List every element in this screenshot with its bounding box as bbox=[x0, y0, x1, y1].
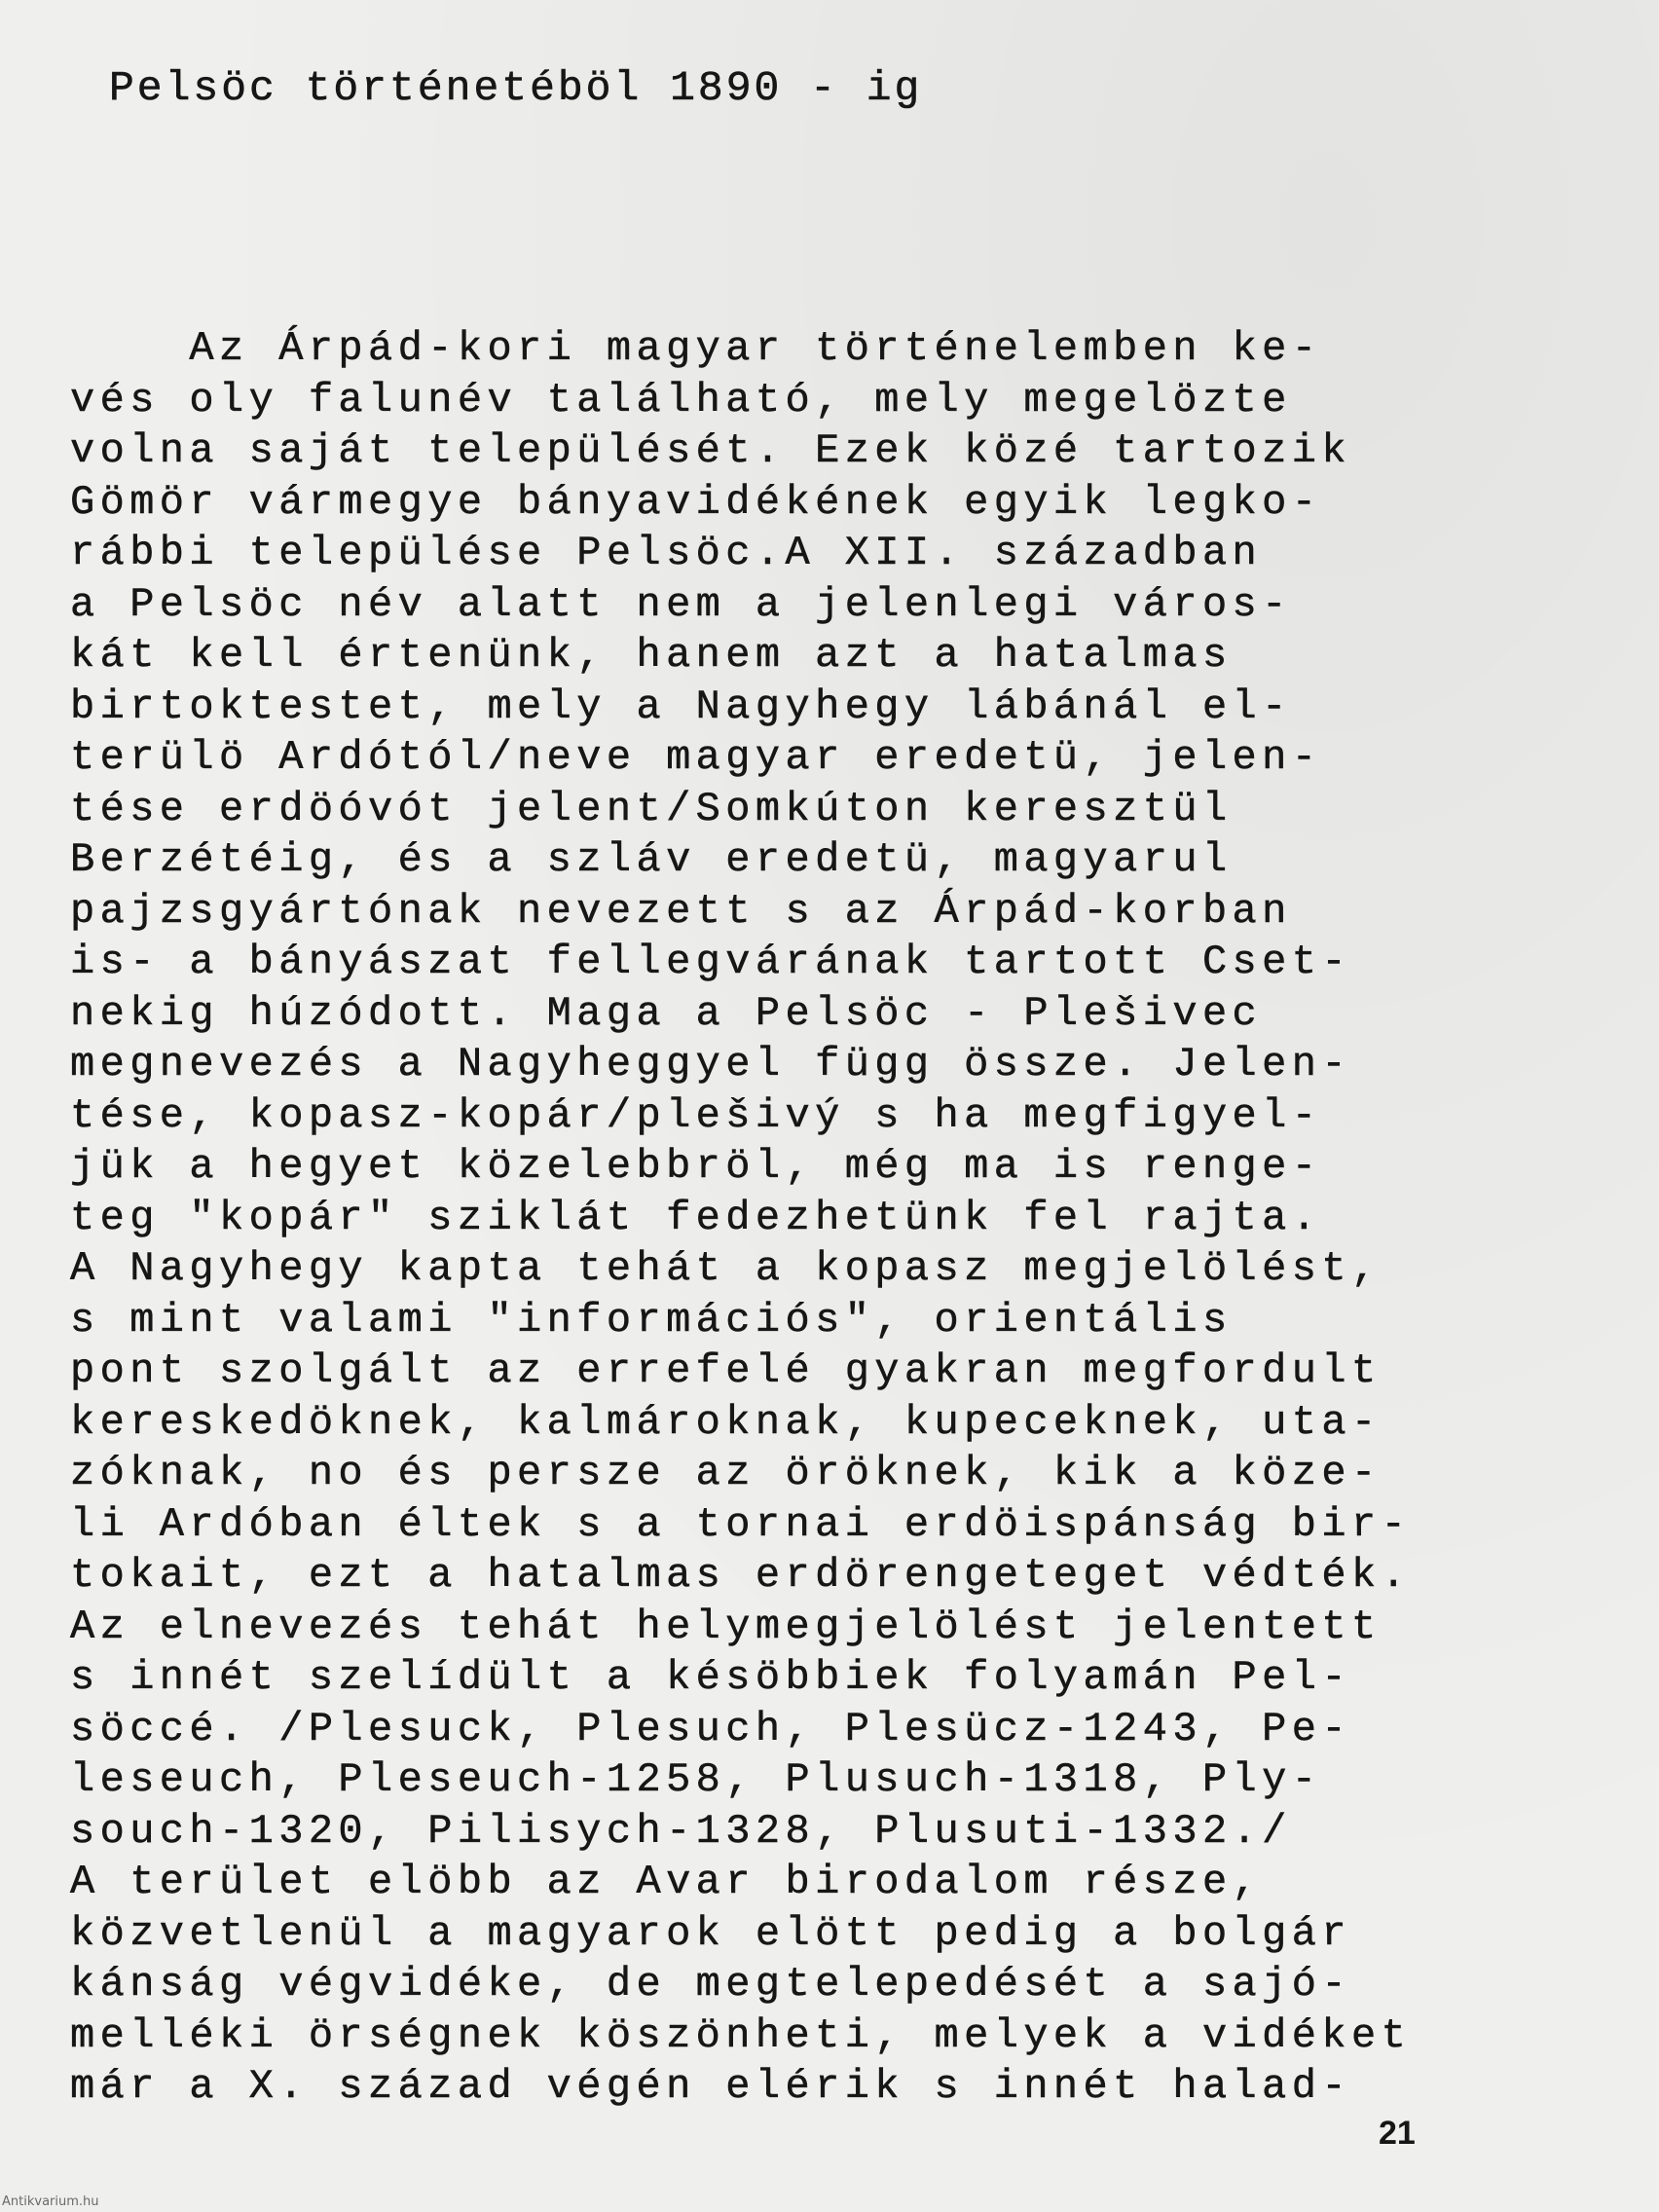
text-line: volna saját települését. Ezek közé tartozik bbox=[70, 427, 1351, 474]
text-line: birtoktestet, mely a Nagyhegy lábánál el- bbox=[70, 682, 1292, 730]
text-line: zóknak, no és persze az öröknek, kik a köze- bbox=[70, 1450, 1382, 1496]
text-line: nekig húzódott. Maga a Pelsöc - Plešivec bbox=[70, 989, 1263, 1037]
page-number: 21 bbox=[1379, 2115, 1416, 2152]
text-line: melléki örségnek köszönheti, melyek a vidéket bbox=[70, 2011, 1412, 2059]
text-line: li Ardóban éltek s a tornai erdöispánság bir- bbox=[70, 1500, 1412, 1548]
text-line: souch-1320, Pilisych-1328, Plusuti-1332./ bbox=[70, 1807, 1292, 1855]
body-paragraph bbox=[70, 323, 1472, 2113]
text-line: tokait, ezt a hatalmas erdörengeteget védték. bbox=[70, 1552, 1412, 1599]
text-line: terülö Ardótól/neve magyar eredetü, jelen- bbox=[70, 734, 1322, 781]
text-line: söccé. /Plesuck, Plesuch, Plesücz-1243, Pe- bbox=[70, 1705, 1351, 1752]
text-line: A Nagyhegy kapta tehát a kopasz megjelölést, bbox=[70, 1245, 1382, 1292]
text-line: pont szolgált az errefelé gyakran megfordult bbox=[70, 1347, 1382, 1394]
text-line: A terület elöbb az Avar birodalom része, bbox=[70, 1859, 1263, 1905]
text-line: rábbi települése Pelsöc.A XII. században bbox=[70, 530, 1263, 576]
text-line: Berzétéig, és a szláv eredetü, magyarul bbox=[70, 836, 1233, 883]
text-line: tése erdöóvót jelent/Somkúton keresztül bbox=[70, 785, 1233, 832]
text-line: jük a hegyet közelebbröl, még ma is renge- bbox=[70, 1143, 1322, 1190]
text-line: is- a bányászat fellegvárának tartott Cset- bbox=[70, 939, 1351, 985]
text-line: már a X. század végén elérik s innét halad- bbox=[70, 2063, 1351, 2110]
text-line: tése, kopasz-kopár/plešivý s ha megfigyel- bbox=[70, 1091, 1322, 1139]
text-line: s mint valami "információs", orientális bbox=[70, 1296, 1233, 1344]
text-line: Gömör vármegye bányavidékének egyik legko- bbox=[70, 478, 1322, 526]
text-line: vés oly falunév található, mely megelözte bbox=[70, 376, 1292, 424]
text-line: leseuch, Pleseuch-1258, Plusuch-1318, Ply- bbox=[70, 1756, 1322, 1803]
text-line: kát kell értenünk, hanem azt a hatalmas bbox=[70, 632, 1233, 679]
text-line: megnevezés a Nagyheggyel függ össze. Jelen- bbox=[70, 1041, 1351, 1088]
chapter-title: Pelsöc történetéböl 1890 - ig bbox=[109, 64, 923, 112]
text-line: Az Árpád-kori magyar történelemben ke- bbox=[70, 325, 1322, 372]
text-line: teg "kopár" sziklát fedezhetünk fel rajta. bbox=[70, 1194, 1322, 1241]
text-line: a Pelsöc név alatt nem a jelenlegi város- bbox=[70, 580, 1292, 628]
text-line: s innét szelídült a késöbbiek folyamán Pel- bbox=[70, 1654, 1351, 1701]
text-line: pajzsgyártónak nevezett s az Árpád-korban bbox=[70, 887, 1292, 935]
text-line: közvetlenül a magyarok elött pedig a bolgár bbox=[70, 1909, 1351, 1957]
text-line: kereskedöknek, kalmároknak, kupeceknek, uta- bbox=[70, 1398, 1382, 1446]
text-line: kánság végvidéke, de megtelepedését a sajó- bbox=[70, 1961, 1351, 2008]
watermark: Antikvarium.hu bbox=[2, 2194, 99, 2209]
text-line: Az elnevezés tehát helymegjelölést jelentett bbox=[70, 1603, 1382, 1650]
